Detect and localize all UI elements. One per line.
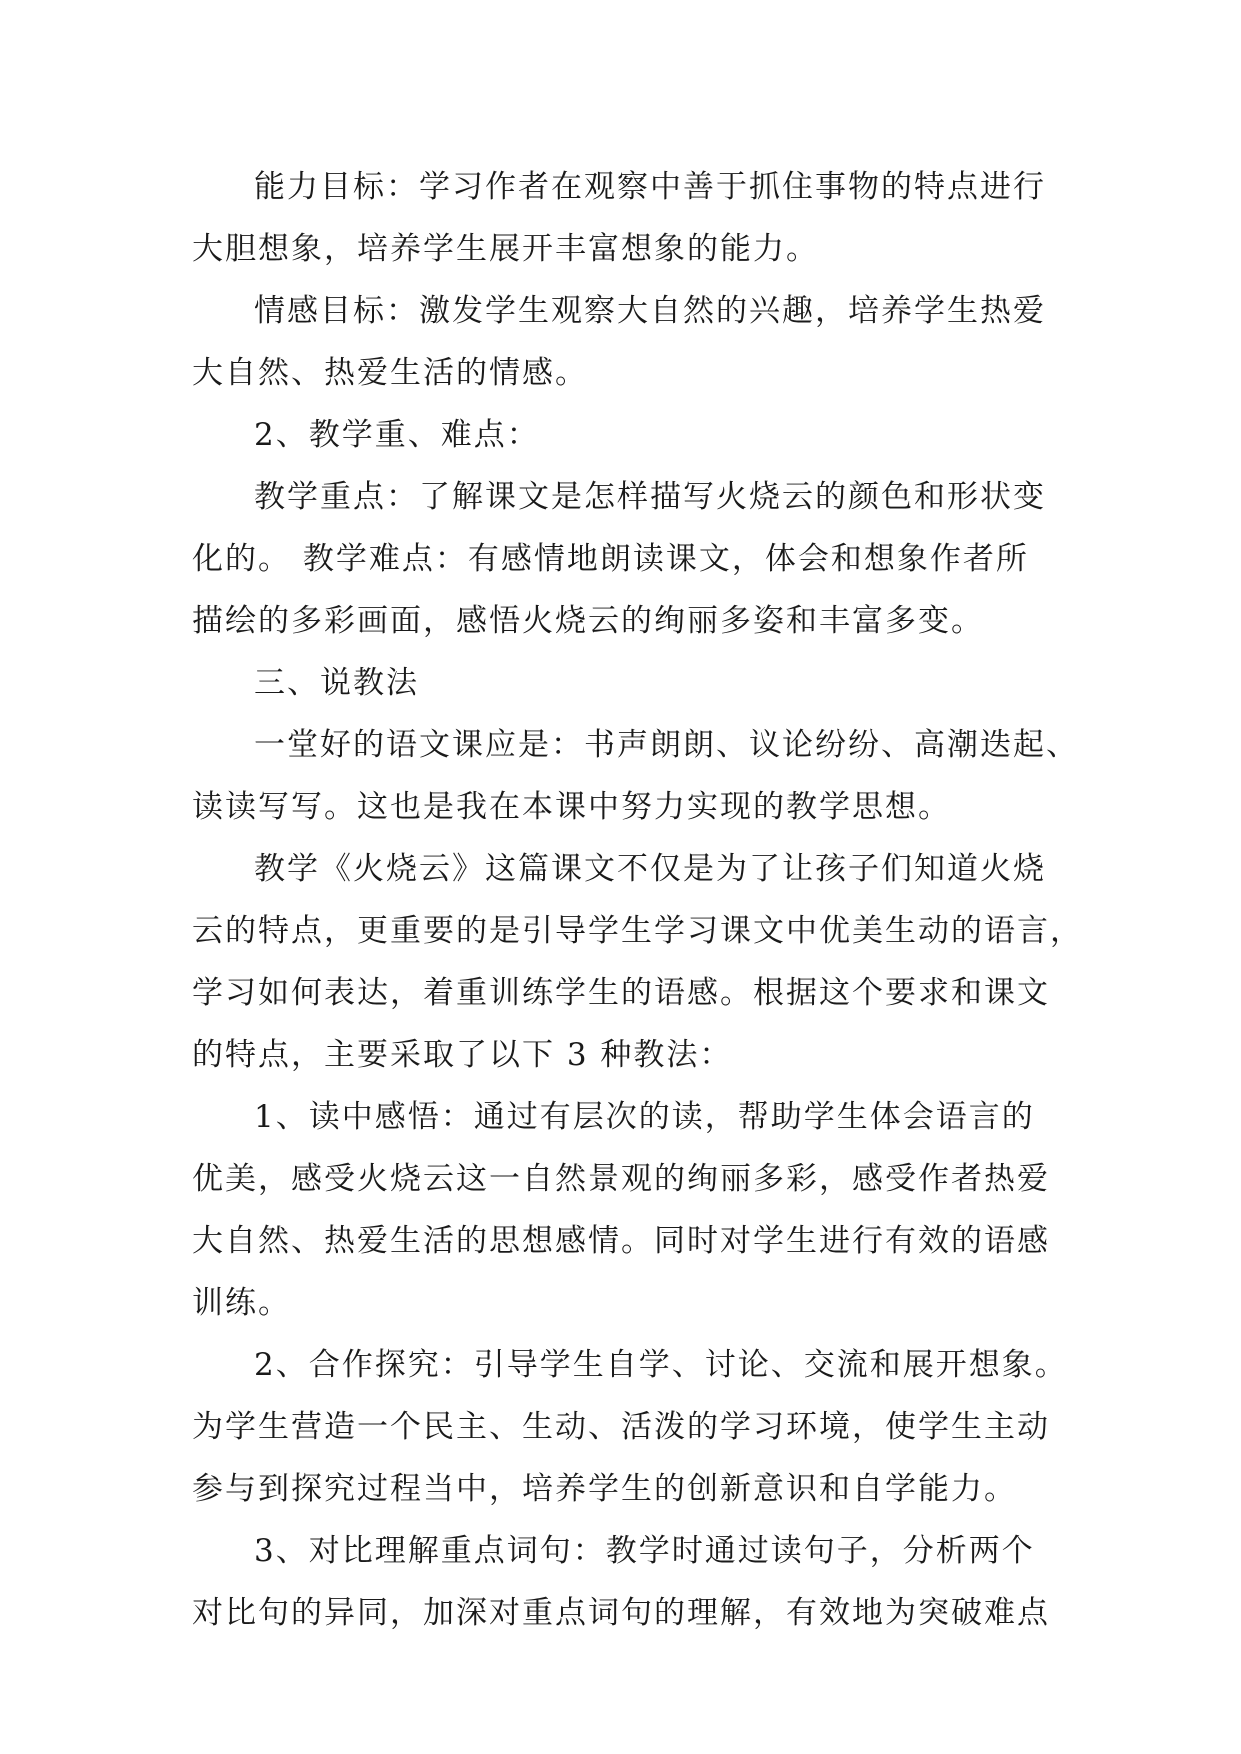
paragraph-teaching-text-line-1: 教学《火烧云》这篇课文不仅是为了让孩子们知道火烧 xyxy=(254,851,1046,887)
paragraph-good-class-line-1: 一堂好的语文课应是：书声朗朗、议论纷纷、高潮迭起、 xyxy=(254,727,1079,763)
paragraph-key-points-line-2: 化的。 教学难点：有感情地朗读课文，体会和想象作者所 xyxy=(192,541,1029,577)
paragraph-teaching-text-line-4: 的特点，主要采取了以下 3 种教法： xyxy=(192,1037,733,1073)
paragraph-key-points-line-1: 教学重点：了解课文是怎样描写火烧云的颜色和形状变 xyxy=(254,479,1046,515)
heading-teaching-method: 三、说教法 xyxy=(254,665,419,701)
document-body xyxy=(192,156,1083,1644)
paragraph-method-2-line-3: 参与到探究过程当中，培养学生的创新意识和自学能力。 xyxy=(192,1471,1017,1507)
heading-key-difficult-points: 2、教学重、难点： xyxy=(254,417,540,453)
paragraph-method-2-line-1: 2、合作探究：引导学生自学、讨论、交流和展开想象。 xyxy=(254,1347,1068,1383)
paragraph-method-3-line-1: 3、对比理解重点词句：教学时通过读句子，分析两个 xyxy=(254,1533,1035,1569)
paragraph-good-class-line-2: 读读写写。这也是我在本课中努力实现的教学思想。 xyxy=(192,789,951,825)
paragraph-ability-goal-line-1: 能力目标：学习作者在观察中善于抓住事物的特点进行 xyxy=(254,169,1046,205)
paragraph-emotion-goal-line-1: 情感目标：激发学生观察大自然的兴趣，培养学生热爱 xyxy=(254,293,1046,329)
paragraph-teaching-text-line-3: 学习如何表达，着重训练学生的语感。根据这个要求和课文 xyxy=(192,975,1050,1011)
paragraph-method-1-line-2: 优美，感受火烧云这一自然景观的绚丽多彩，感受作者热爱 xyxy=(192,1161,1050,1197)
paragraph-method-1-line-4: 训练。 xyxy=(192,1285,291,1321)
paragraph-key-points-line-3: 描绘的多彩画面，感悟火烧云的绚丽多姿和丰富多变。 xyxy=(192,603,984,639)
paragraph-method-1-line-1: 1、读中感悟：通过有层次的读，帮助学生体会语言的 xyxy=(254,1099,1035,1135)
paragraph-method-1-line-3: 大自然、热爱生活的思想感情。同时对学生进行有效的语感 xyxy=(192,1223,1050,1259)
paragraph-method-2-line-2: 为学生营造一个民主、生动、活泼的学习环境，使学生主动 xyxy=(192,1409,1050,1445)
paragraph-emotion-goal-line-2: 大自然、热爱生活的情感。 xyxy=(192,355,588,391)
paragraph-ability-goal-line-2: 大胆想象，培养学生展开丰富想象的能力。 xyxy=(192,231,819,267)
paragraph-teaching-text-line-2: 云的特点，更重要的是引导学生学习课文中优美生动的语言， xyxy=(192,913,1083,949)
paragraph-method-3-line-2: 对比句的异同，加深对重点词句的理解，有效地为突破难点 xyxy=(192,1595,1050,1631)
